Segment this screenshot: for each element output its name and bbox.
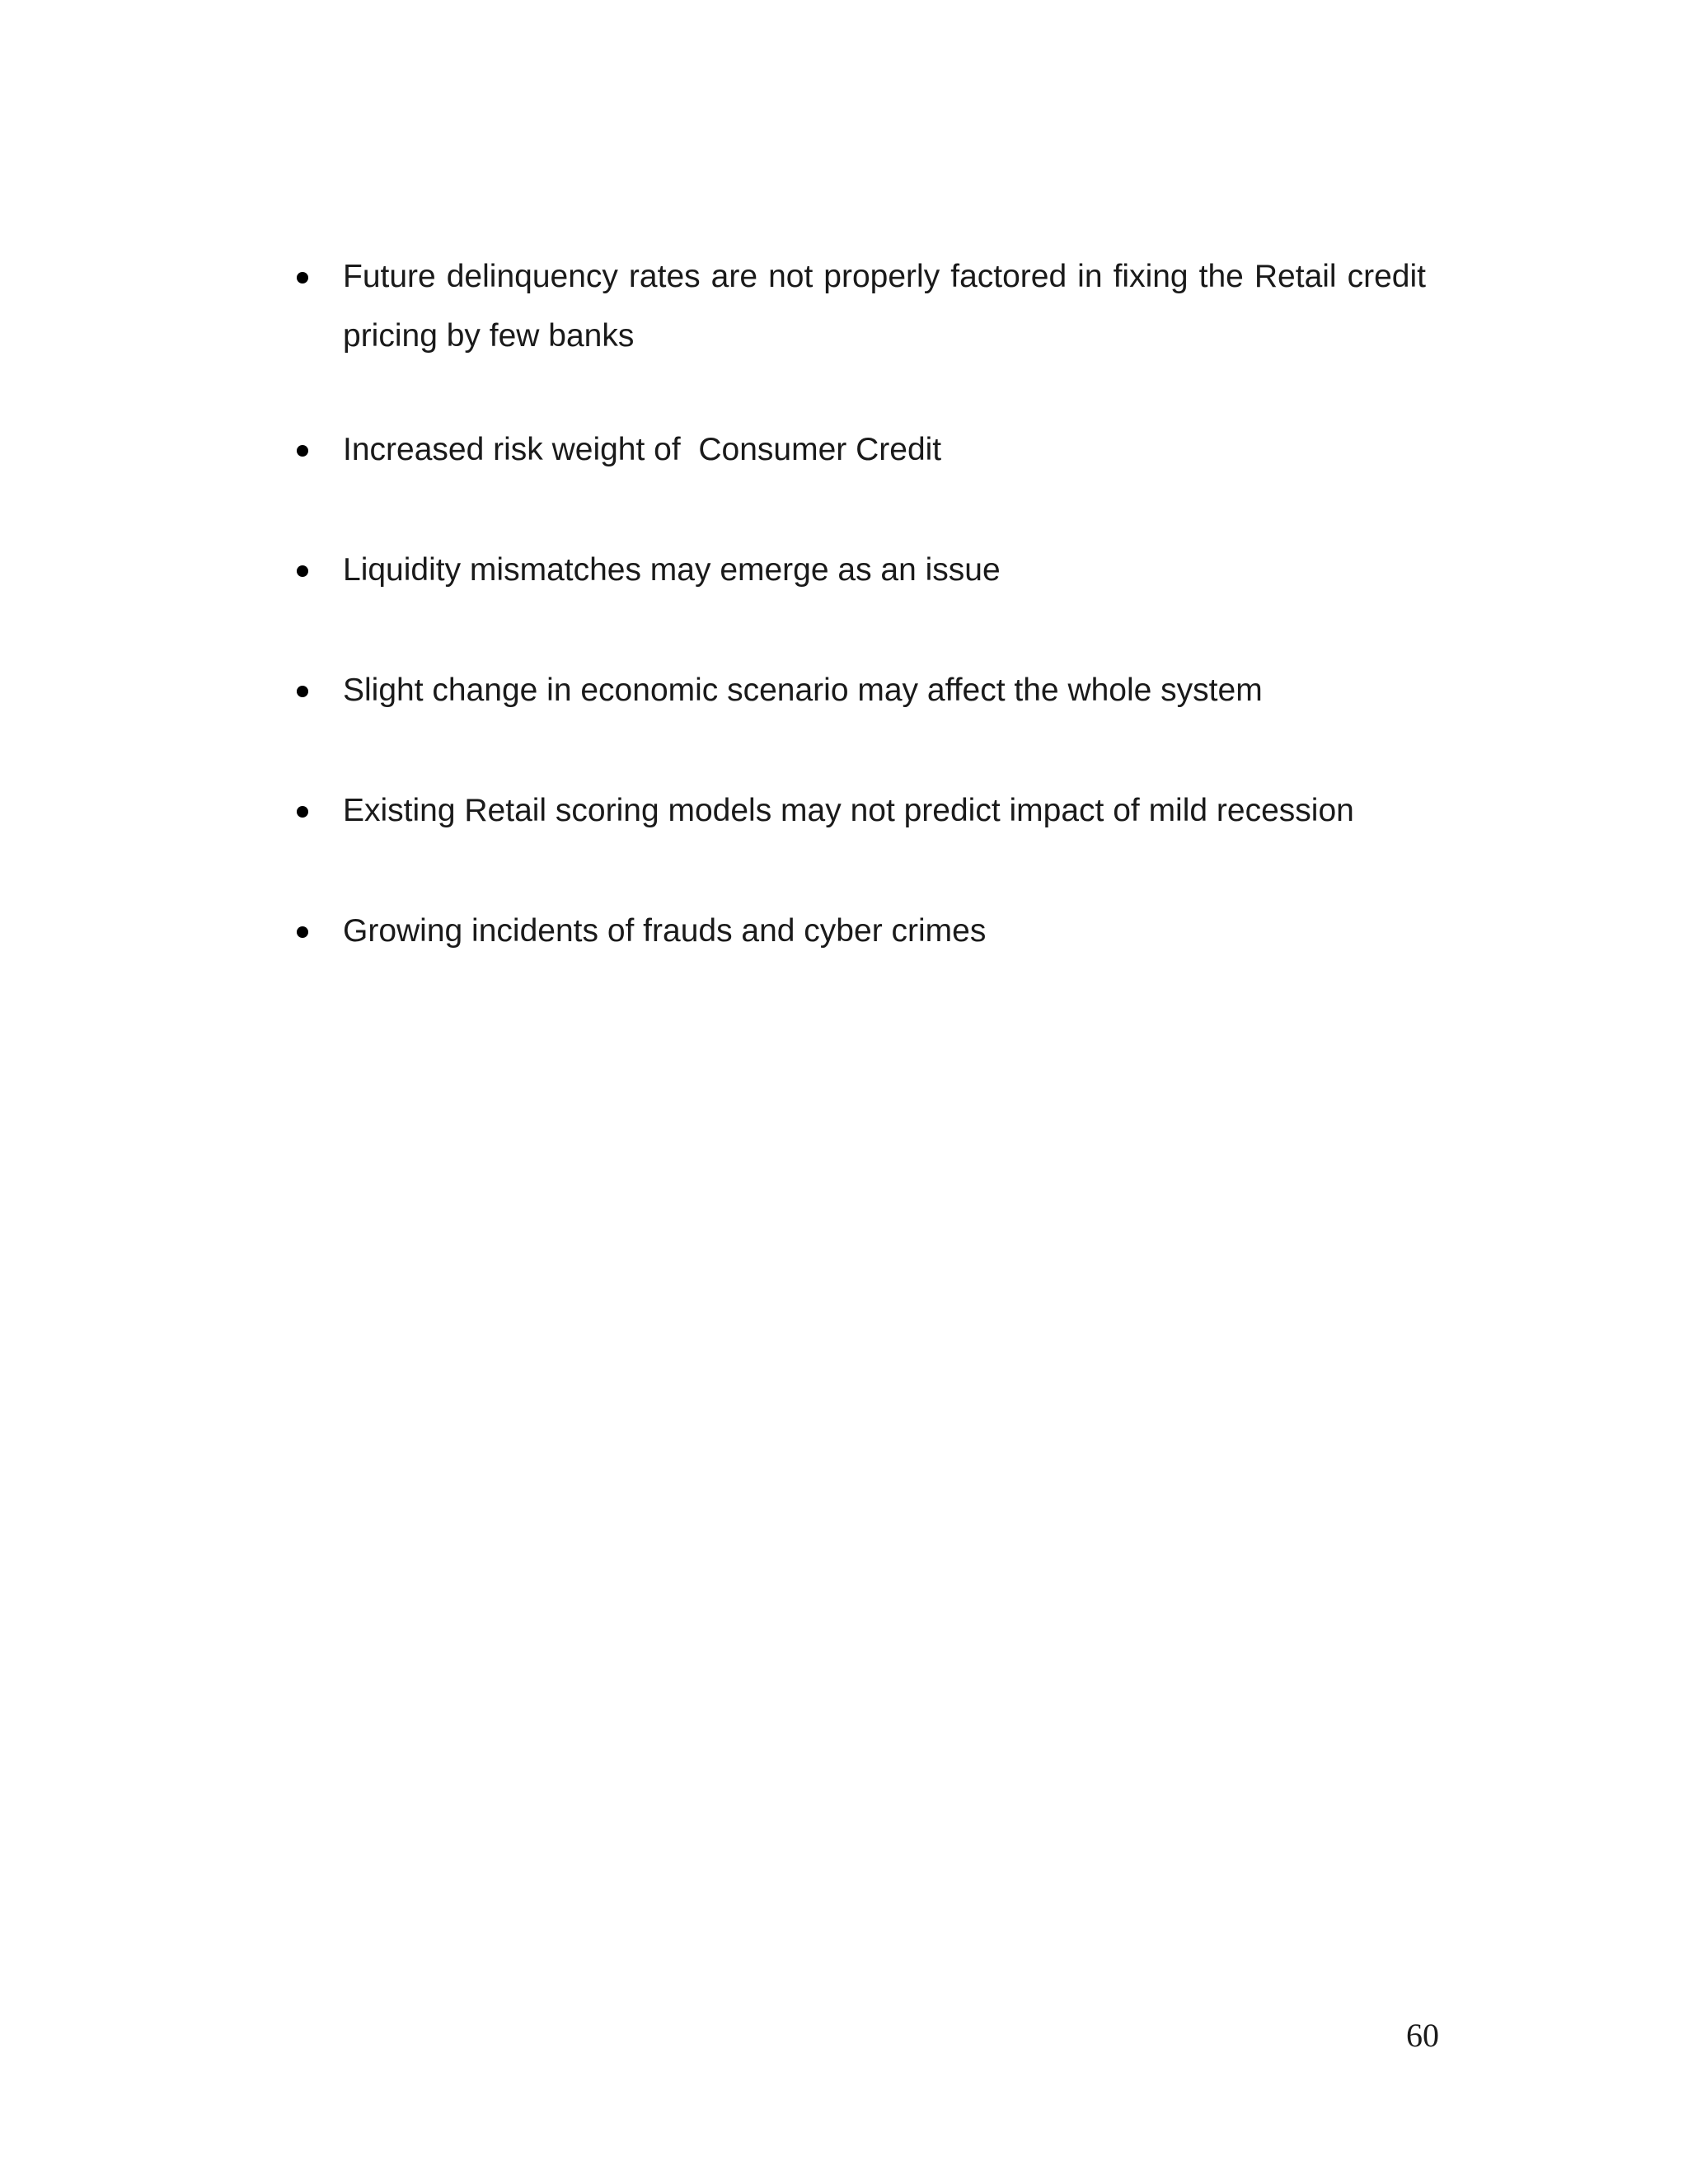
bullet-icon (297, 445, 308, 457)
bullet-text: Increased risk weight of Consumer Credit (343, 432, 942, 467)
bullet-text: Growing incidents of frauds and cyber crimes (343, 913, 987, 949)
list-item (288, 781, 1426, 841)
bullet-list (288, 247, 1426, 1022)
bullet-icon (297, 272, 308, 284)
bullet-text: Slight change in economic scenario may affect the whole system (343, 673, 1263, 708)
bullet-icon (297, 806, 308, 818)
bullet-icon (297, 926, 308, 938)
list-item (288, 247, 1426, 366)
bullet-text: Future delinquency rates are not properly factored in fixing the Retail credit pricing by few banks (343, 259, 1426, 354)
bullet-icon (297, 686, 308, 697)
page-number: 60 (1406, 2017, 1439, 2054)
bullet-text: Existing Retail scoring models may not predict impact of mild recession (343, 793, 1354, 828)
bullet-text: Liquidity mismatches may emerge as an issue (343, 552, 1001, 588)
list-item (288, 541, 1426, 600)
list-item (288, 902, 1426, 961)
list-item (288, 661, 1426, 720)
bullet-icon (297, 565, 308, 577)
list-item (288, 420, 1426, 480)
